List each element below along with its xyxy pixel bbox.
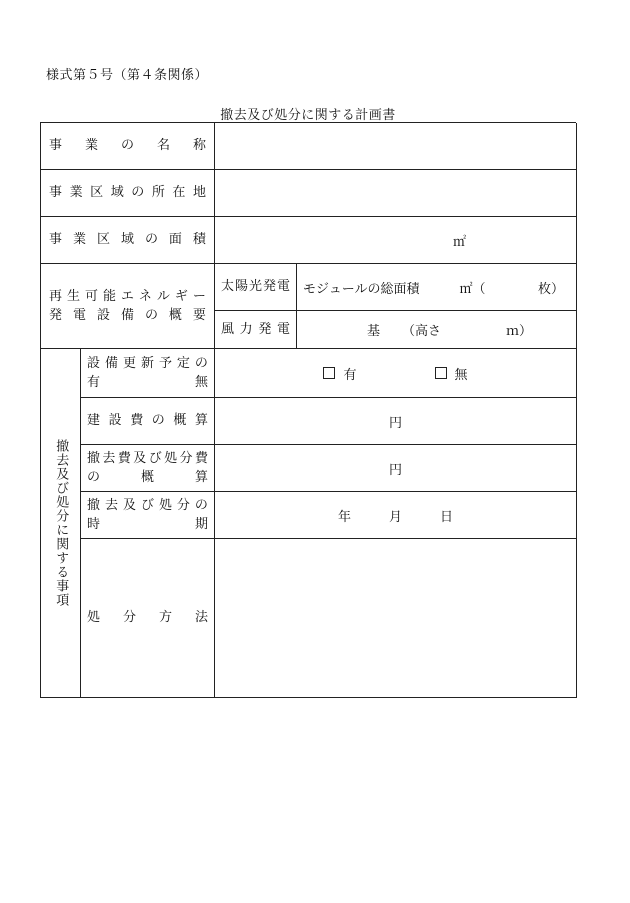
removal-section-label: 撤去及び処分に関する事項: [41, 349, 81, 698]
timing-day: 日: [440, 509, 454, 525]
renewal-no-checkbox[interactable]: [435, 367, 447, 379]
solar-label: 太 陽 光 発 電: [215, 264, 297, 311]
project-location-field[interactable]: [215, 170, 577, 217]
construction-cost-label: 建 設 費 の 概 算: [81, 398, 215, 445]
solar-field[interactable]: [297, 264, 577, 311]
module-count-unit: 枚）: [537, 281, 564, 297]
construction-cost-field[interactable]: [215, 398, 577, 445]
area-unit: ㎡: [452, 234, 466, 250]
removal-cost-label: 撤 去 費 及 び 処 分 費 の概算: [81, 445, 215, 492]
wind-height-label: （高さ: [402, 324, 442, 339]
document-title: 撤去及び処分に関する計画書: [220, 108, 396, 123]
timing-month: 月: [388, 509, 402, 525]
form-number: 様式第５号（第４条関係）: [46, 68, 209, 83]
renewal-no-option[interactable]: 無: [435, 364, 468, 383]
project-name-field[interactable]: [215, 123, 577, 170]
project-area-label: 事 業 区 域 の 面 積: [41, 217, 215, 264]
timing-year: 年: [337, 509, 351, 525]
module-area-label: モジュールの総面積: [303, 281, 420, 297]
equipment-overview-label: 再 生 可 能 エ ネ ル ギ ー 発 電 設 備 の 概 要: [41, 264, 215, 349]
disposal-method-field[interactable]: [215, 539, 577, 698]
plan-form-table: [40, 122, 576, 698]
module-area-unit: ㎡（: [459, 281, 486, 297]
wind-count-unit: 基: [367, 324, 381, 339]
removal-cost-unit: 円: [388, 462, 402, 478]
renewal-plan-label: 設 備 更 新 予 定 の 有無: [81, 349, 215, 398]
wind-field[interactable]: [297, 311, 577, 349]
wind-height-unit: ｍ）: [505, 324, 532, 339]
renewal-yes-option[interactable]: 有: [323, 364, 356, 383]
disposal-method-label: 処 分 方 法: [81, 539, 215, 698]
renewal-plan-field: [215, 349, 577, 398]
removal-timing-field[interactable]: [215, 492, 577, 539]
removal-timing-label: 撤 去 及 び 処 分 の 時期: [81, 492, 215, 539]
project-name-label: 事 業 の 名 称: [41, 123, 215, 170]
wind-label: 風 力 発 電: [215, 311, 297, 349]
removal-cost-field[interactable]: [215, 445, 577, 492]
construction-cost-unit: 円: [388, 415, 402, 431]
renewal-yes-checkbox[interactable]: [323, 367, 335, 379]
project-area-field[interactable]: [215, 217, 577, 264]
project-location-label: 事 業 区 域 の 所 在 地: [41, 170, 215, 217]
